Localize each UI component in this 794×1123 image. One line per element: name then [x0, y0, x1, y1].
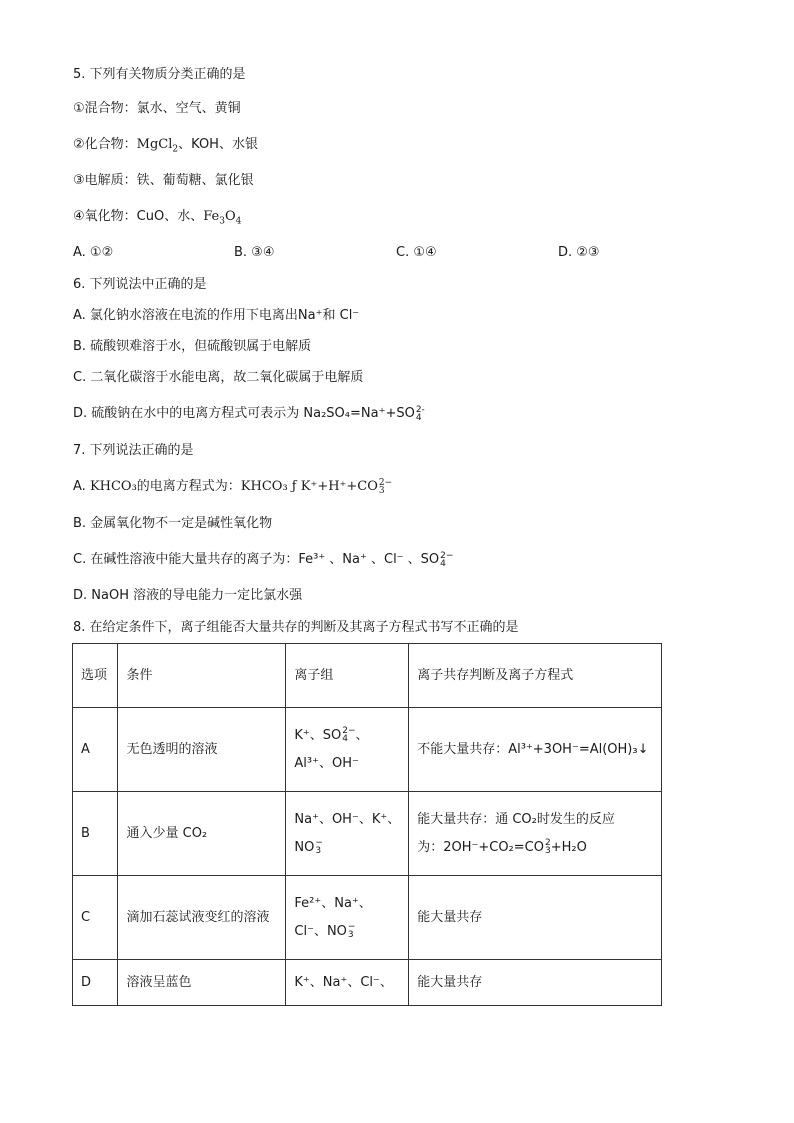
- table-header-row: [73, 644, 662, 708]
- q6-option-b: B. 硫酸钡难溶于水，但硫酸钡属于电解质: [73, 339, 312, 354]
- q6-stem: 6. 下列说法中正确的是: [73, 277, 207, 292]
- table-row: D 溶液呈蓝色 K⁺、Na⁺、Cl⁻、 能大量共存: [73, 960, 662, 1006]
- q5-option-b: B. ③④: [234, 245, 275, 260]
- q7-stem: 7. 下列说法正确的是: [73, 443, 194, 458]
- header-condition: 条件: [118, 644, 286, 708]
- table-row: C 滴加石蕊试液变红的溶液 Fe²⁺、Na⁺、 Cl⁻、NO − 3 能大量共存: [73, 876, 662, 960]
- q7-option-a: A. KHCO₃的电离方程式为：KHCO₃ ƒ K⁺+H⁺+CO 2− 3: [73, 477, 393, 496]
- q7-option-b: B. 金属氧化物不一定是碱性氧化物: [73, 516, 273, 531]
- q6-option-d: D. 硫酸钠在水中的电离方程式可表示为 Na₂SO₄=Na⁺+SO 2- 4: [73, 404, 425, 423]
- q5-item-2: ②化合物：MgCl$_2$、KOH、水银: [73, 137, 258, 155]
- header-judgement: 离子共存判断及离子方程式: [409, 644, 662, 708]
- q5-option-d: D. ②③: [558, 245, 600, 260]
- q6-option-c: C. 二氧化碳溶于水能电离，故二氧化碳属于电解质: [73, 370, 364, 385]
- q5-option-c: C. ①④: [396, 245, 437, 260]
- q7-option-d: D. NaOH 溶液的导电能力一定比氯水强: [73, 588, 303, 603]
- q5-item-3: ③电解质：铁、葡萄糖、氯化银: [73, 173, 254, 188]
- table-row: A 无色透明的溶液 K⁺、SO 2− 4 、 Al³⁺、OH⁻ 不能大量共存：Al³⁺+3OH⁻=Al(OH)₃↓: [73, 708, 662, 792]
- q5-item-4: ④氧化物：CuO、水、$Fe_3O_4$: [73, 209, 242, 227]
- q5-option-a: A. ①②: [73, 245, 114, 260]
- q6-option-a: A. 氯化钠水溶液在电流的作用下电离出Na⁺和 Cl⁻: [73, 308, 360, 323]
- q8-table: [72, 643, 662, 1006]
- q7-option-c: C. 在碱性溶液中能大量共存的离子为：Fe³⁺ 、Na⁺ 、Cl⁻ 、SO 2− 4: [73, 550, 454, 569]
- q5-stem: 5. 下列有关物质分类正确的是: [73, 67, 246, 82]
- header-option: 选项: [73, 644, 118, 708]
- q5-item-1: ①混合物：氯水、空气、黄铜: [73, 101, 241, 116]
- table-row: B 通入少量 CO₂ Na⁺、OH⁻、K⁺、 NO − 3 能大量共存：通 CO₂时发生的反应 为：2OH⁻+CO₂=CO 2 3 +H₂O: [73, 792, 662, 876]
- header-ions: 离子组: [286, 644, 409, 708]
- q8-stem: 8. 在给定条件下，离子组能否大量共存的判断及其离子方程式书写不正确的是: [73, 620, 519, 635]
